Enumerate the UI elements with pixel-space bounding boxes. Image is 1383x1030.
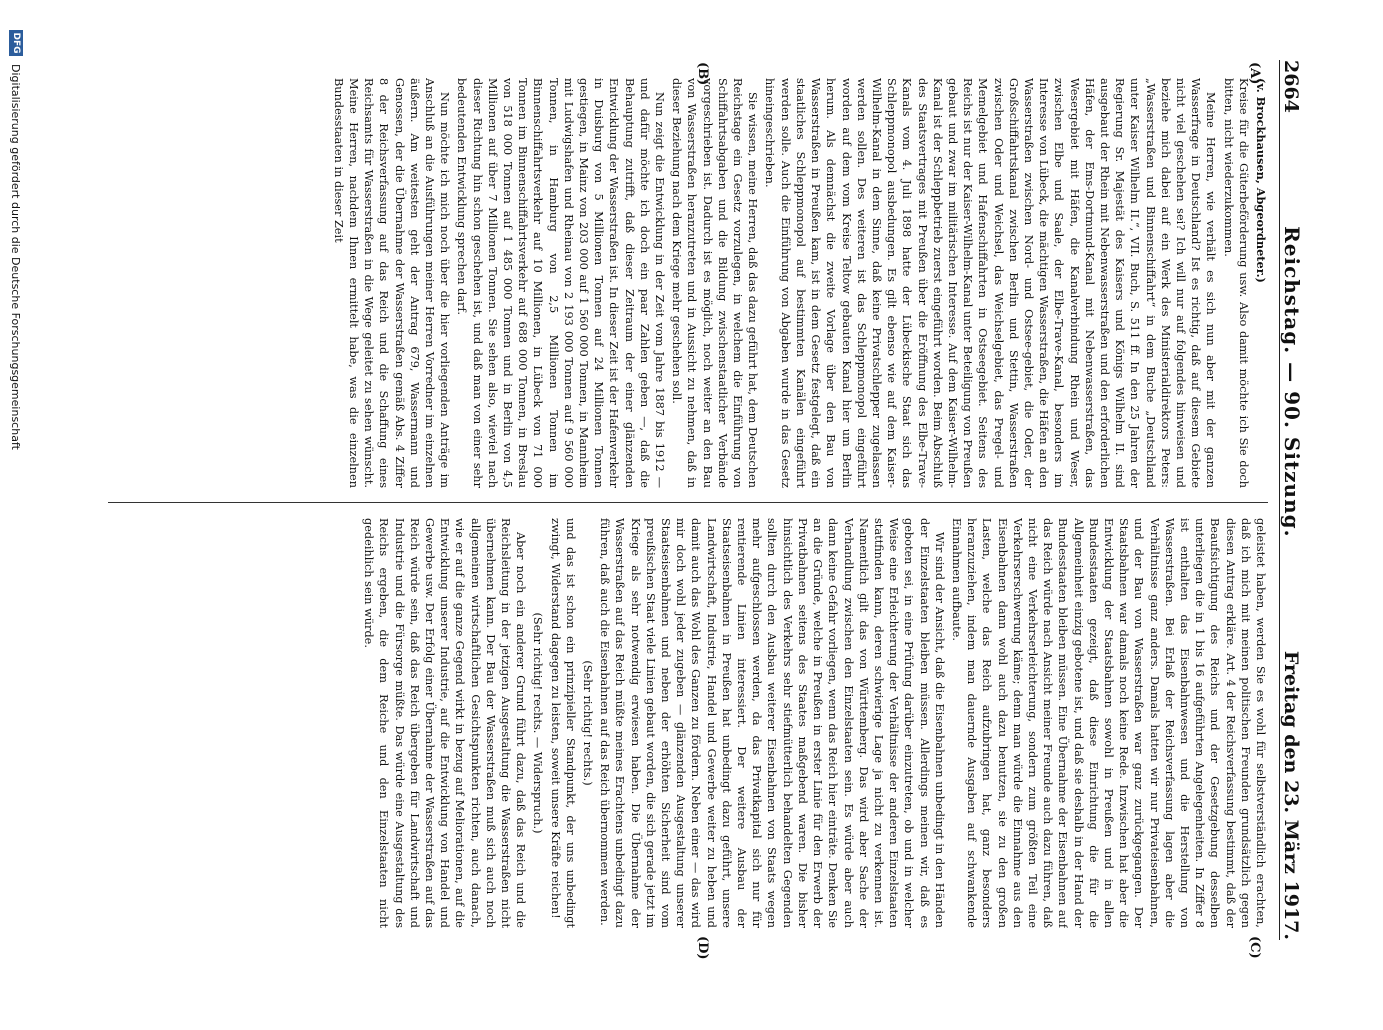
page-header — [1279, 60, 1310, 940]
interjection: (Sehr richtig! rechts. — Widerspruch.) — [531, 612, 545, 834]
left-text-column — [108, 78, 1268, 488]
margin-marker-d: (D) — [695, 936, 710, 960]
paragraph: und das ist schon ein prinzipieller Standpunkt, der uns unbedingt zwingt, Widerstand dagegen zu leisten, soweit unsere Kräfte reichen! — [548, 518, 577, 928]
interjection: (Sehr richtig! rechts.) — [581, 660, 595, 786]
paragraph: Nun zeigt die Entwicklung in der Zeit vom Jahre 1887 bis 1912 — und dafür möchte ich doch ein paar Zahlen geben —, daß die Behauptung zutrifft, daß dieser Zeitraum der einer glänzenden Entwicklung der Wasserstraßen ist. In dieser Zeit ist der Hafenverkehr in Duisburg von 5 Millionen Tonnen auf 24 Millionen Tonnen gestiegen, in Mainz von 203 000 auf 1 560 000 Tonnen, in Mannheim mit Ludwigshafen und Rheinau von 2 193 000 Tonnen auf 9 560 000 Tonnen, in Hamburg von 2,5 Millionen Tonnen im Binnenschiffahrtsverkehr auf 10 Millionen, in Lübeck von 71 000 Tonnen im Binnenschiffahrtsverkehr auf 688 000 Tonnen, in Breslau von 518 000 Tonnen auf 1 485 000 Tonnen und in Berlin von 4,5 Millionen auf über 7 Millionen Tonnen. Sie sehen also, wieviel nach dieser Richtung hin schon geschehen ist, und daß man von einer sehr bedeutenden Entwicklung sprechen darf. — [455, 78, 667, 488]
paragraph: Meine Herren, wie verhält es sich nun aber mit der ganzen Wasserfrage in Deutschland? Ist es richtig, daß auf diesem Gebiete nicht viel geschehen sei? Ich will nur auf folgendes hinweisen und beziehe mich dabei auf ein Werk des Ministerialdirektors Peters: „Wasserstraßen und Binnenschiffahrt“ in dem Buche „Deutschland unter Kaiser Wilhelm II.“, VII. Buch, S. 511 ff. In den 25 Jahren der Regierung Sr. Majestät des Kaisers und Königs Wilhelm II. sind ausgebaut der Rhein mit Nebenwasserstraßen und den erforderlichen Häfen, der Ems-Dortmund-Kanal mit Nebenwasserstraßen, das Wesergebiet mit Häfen, die Kanalverbindung Rhein und Weser, zwischen Elbe und Saale, der Elbe-Trave-Kanal, besonders im Interesse von Lübeck, die mächtigen Wasserstraßen, die Häfen an den Wasserstraßen zwischen Nord- und Ostsee-gebiet, die Oder, der Großschiffahrtskanal zwischen Berlin und Stettin, Wasserstraßen zwischen Oder und Weichsel, das Weichselgebiet, das Pregel- und Memelgebiet und Hafenschiffahrten in Ostseegebiet. Seitens des Reichs ist nur der Kaiser-Wilhelm-Kanal unter Beteiligung von Preußen gebaut und zwar im militärischen Interesse. Auf dem Kaiser-Wilhelm-Kanal ist der Schleppbetrieb zuerst eingeführt worden. Beim Abschluß des Staatsvertrages mit Preußen über die Eröffnung des Elbe-Trave-Kanals vom 4. Juli 1898 hatte der Lübeckische Staat sich das Schleppmonopol ausbedungen. Es gilt ebenso wie auf dem Kaiser-Wilhelm-Kanal in dem Sinne, daß keine Privatschlepper zugelassen werden sollen. Des weiteren ist das Schleppmonopol eingeführt worden auf dem vom Kreise Teltow gebauten Kanal hier um Berlin herum. Als demnächst die zweite Vorlage über den Bau von Wasserstraßen in Preußen kam, ist in dem Gesetz festgelegt, daß ein staatliches Schleppmonopol auf bestimmten Kanälen eingeführt werden solle. Auch die Einführung von Abgaben wurde in das Gesetz hineingeschrieben. — [763, 78, 1218, 488]
session-title: Reichstag. — 90. Sitzung. — [1280, 226, 1304, 538]
digitization-footer — [0, 0, 32, 1030]
speaker-line: (v. Brockhausen, Abgeordneter.) — [1254, 78, 1268, 283]
margin-marker-c: (C) — [1247, 936, 1262, 959]
paragraph: Nun möchte ich mich noch über die hier vorliegenden Anträge im Anschluß an die Ausführungen meiner Herren Vorredner im einzelnen äußern. Am weitesten geht der Antrag 679, Wassermann und Genossen, der die Übernahme der Wasserstraßen gemäß Abs. 4 Ziffer 8 der Reichsverfassung auf das Reich und die Schaffung eines Reichsamts für Wasserstraßen in die Wege geleitet zu sehen wünscht. Meine Herren, nachdem Ihnen ermittelt habe, was die einzelnen Bundesstaaten in dieser Zeit — [331, 78, 452, 488]
right-text-column — [108, 518, 1268, 928]
margin-marker-a: (A) — [1247, 62, 1262, 85]
margin-marker-b: (B) — [695, 62, 710, 86]
paragraph: Kreise für die Güterbeförderung usw. Also damit möchte ich Sie doch bitten, nicht wiederzukommen. — [1221, 78, 1250, 488]
paragraph: Sie wissen, meine Herren, daß das dazu geführt hat, dem Deutschen Reichstage ein Gesetz vorzulegen, in welchem die Einführung von Schiffahrtsabgaben und die Bildung zwischenstaatlicher Verbände vorgeschrieben ist. Dadurch ist es möglich, noch weiter an den Bau von Wasserstraßen heranzutreten und in Aussicht zu nehmen, daß in dieser Beziehung nach dem Kriege mehr geschehen soll. — [670, 78, 760, 488]
paragraph: Aber noch ein anderer Grund führt dazu, daß das Reich und die Reichsleitung in der jetzigen Ausgestaltung die Wasserstraßen nicht übernehmen kann. Der Bau der Wasserstraßen muß sich auch noch allgemeinen wirtschaftlichen Gesichtspunkten richten, auch danach, wie er auf die ganze Gegend wirkt in bezug auf Meliorationen, auf die Entwicklung unserer Industrie, auf die Entwicklung von Handel und Gewerbe usw. Der Erfolg einer Übernahme der Wasserstraßen auf das Reich würde sein, daß das Reich übergeben für Landwirtschaft und Industrie und die Fürsorge müßte. Das würde eine Ausgestaltung des Reichs ergeben, die dem Reiche und den Einzelstaaten nicht gedeihlich sein würde. — [362, 518, 528, 928]
column-divider — [108, 502, 1268, 503]
session-date: Freitag den 23. März 1917. — [1280, 650, 1302, 940]
dfg-logo: DFG — [9, 30, 23, 56]
page-number: 2664 — [1280, 60, 1302, 113]
footer-text: Digitalisierung gefördert durch die Deutsche Forschungsgemeinschaft — [9, 64, 23, 450]
paragraph: Wir sind der Ansicht, daß die Eisenbahnen unbedingt in den Händen der Einzelstaaten bleiben müssen. Allerdings meinen wir, daß es geboten sei, in eine Prüfung darüber einzutreten, ob und in welcher Weise eine Erleichterung der Verhältnisse der anderen Einzelstaaten stattfinden kann, deren schwierige Lage ja nicht zu verkennen ist. Namentlich gilt das von Württemberg. Das wird aber Sache der Verhandlung zwischen den Einzelstaaten sein. Es würde aber auch dann keine Gefahr vorliegen, wenn das Reich hier einträte. Denken Sie an die Gründe, welche in Preußen in erster Linie für den Erwerb der Privatbahnen seitens des Staates maßgebend waren. Die bisher hinsichtlich des Verkehrs sehr stiefmütterlich behandelten Gegenden sollten durch den Ausbau weiterer Eisenbahnen von Staats wegen mehr aufgeschlossen werden, da das Privatkapital sich nur für rentierende Linien interessiert. Der weitere Ausbau der Staatseisenbahnen in Preußen hat unbedingt dazu geführt, unsere Landwirtschaft, Industrie, Handel und Gewerbe weiter zu heben und damit auch das Wohl des Ganzen zu fördern. Neben einer — das wird mir doch wohl jeder zugeben — glänzenden Ausgestaltung unserer Staatseisenbahnen und neben der erhöhten Sicherheit sind vom preußischen Staat viele Linien gebaut worden, die sich gerade jetzt im Kriege als sehr notwendig erwiesen haben. Die Übernahme der Wasserstraßen auf das Reich müßte meines Erachtens unbedingt dazu führen, daß auch die Eisenbahnen auf das Reich übernommen werden. — [598, 518, 946, 928]
paragraph: geleistet haben, werden Sie es wohl für selbstverständlich erachten, daß ich mich mit meinen politischen Freunden grundsätzlich gegen diesen Antrag erkläre. Art. 4 der Reichsverfassung bestimmt, daß der Beaufsichtigung des Reichs und der Gesetzgebung desselben unterliegen die in 1 bis 16 aufgeführten Angelegenheiten. In Ziffer 8 ist enthalten das Eisenbahnwesen und die Herstellung von Wasserstraßen. Bei Erlaß der Reichsverfassung lagen aber die Verhältnisse ganz anders. Damals hatten wir nur Privateisenbahnen, und der Bau von Wasserstraßen war ganz zurückgegangen. Der Staatsbahnen war damals noch keine Rede. Inzwischen hat aber die Entwicklung der Staatsbahnen sowohl in Preußen und in allen Bundesstaaten gezeigt, daß diese Einrichtung die für die Allgemeinheit einzig gebotene ist, und daß sie deshalb in der Hand der Bundesstaaten bleiben müssen. Eine Übernahme der Eisenbahnen auf das Reich würde nach Ansicht meiner Freunde auch dazu führen, daß nicht eine Verkehrserleichterung, sondern zum größten Teil eine Verkehrserschwerung käme; denn man würde die Einnahme aus den Eisenbahnen dann wohl auch dazu benutzen, sie zu den großen Lasten, welche das Reich aufzubringen hat, ganz besonders heranzuziehen, indem man dauernde Ausgaben auf schwankende Einnahmen aufbaute. — [949, 518, 1267, 928]
